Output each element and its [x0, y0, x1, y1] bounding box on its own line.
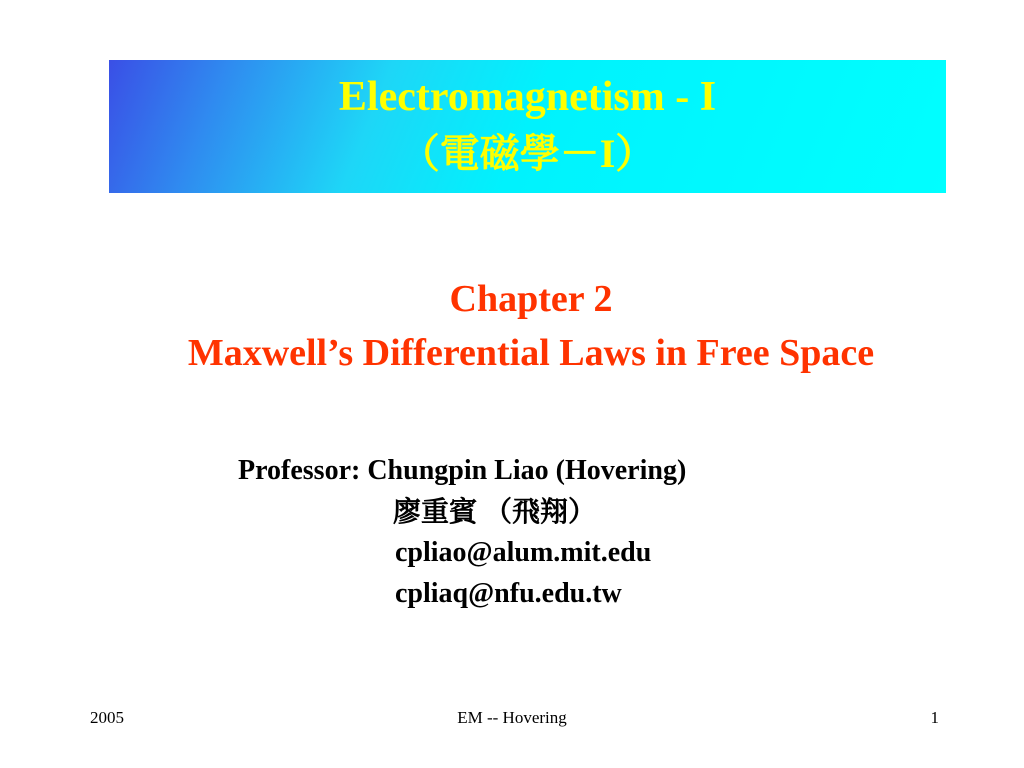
professor-chinese-name: 廖重賓 （飛翔）	[393, 497, 597, 528]
professor-email-nfu: cpliaq@nfu.edu.tw	[395, 578, 622, 609]
footer-title: EM -- Hovering	[457, 708, 567, 727]
course-title: Electromagnetism - I	[338, 74, 717, 120]
slide-number: 1	[930, 708, 939, 727]
footer-year: 2005	[90, 708, 124, 727]
course-title-chinese: （電磁學－I）	[399, 131, 656, 176]
chapter-number: Chapter 2	[449, 278, 613, 320]
title-banner	[109, 60, 946, 193]
chapter-title: Maxwell’s Differential Laws in Free Space	[187, 332, 875, 374]
professor-name: Professor: Chungpin Liao (Hovering)	[238, 455, 687, 486]
professor-email-mit: cpliao@alum.mit.edu	[395, 537, 652, 568]
